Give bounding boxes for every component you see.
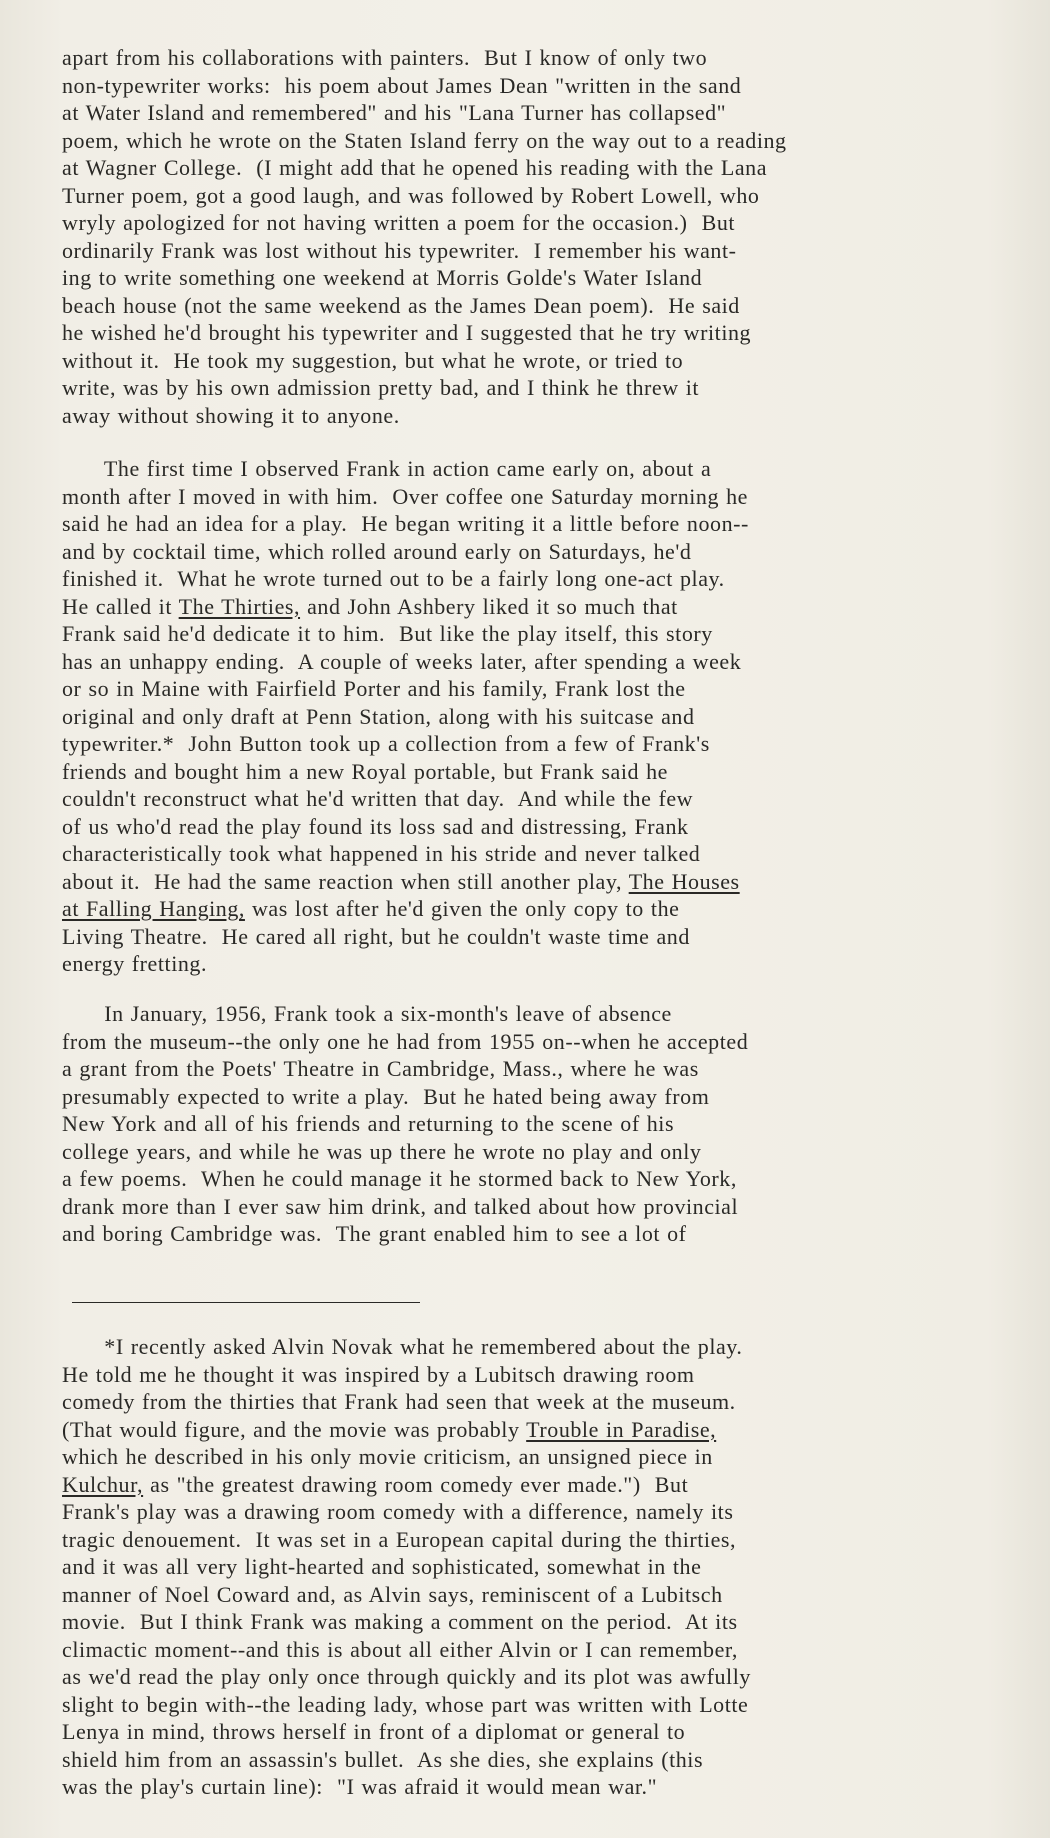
text-line: In January, 1956, Frank took a six-month's leave of absence <box>62 1001 672 1026</box>
text-line: as we'd read the play only once through quickly and its plot was awfully <box>62 1664 751 1689</box>
text-line: New York and all of his friends and returning to the scene of his <box>62 1111 675 1136</box>
text-line: characteristically took what happened in his stride and never talked <box>62 841 701 866</box>
text-line: at Water Island and remembered" and his "Lana Turner has collapsed" <box>62 100 727 125</box>
text-run: was lost after he'd given the only copy to the <box>244 896 680 921</box>
text-line: which he described in his only movie criticism, an unsigned piece in <box>62 1444 713 1469</box>
text-line: wryly apologized for not having written a poem for the occasion.) But <box>62 210 736 235</box>
text-line: from the museum--the only one he had from 1955 on--when he accepted <box>62 1028 749 1054</box>
text-line: drank more than I ever saw him drink, and talked about how provincial <box>62 1193 739 1219</box>
text-run: about it. He had the same reaction when still another play, <box>62 868 629 894</box>
text-line: typewriter.* John Button took up a collection from a few of Frank's <box>62 731 710 756</box>
text-line: or so in Maine with Fairfield Porter and his family, Frank lost the <box>62 676 686 701</box>
text-line-composite <box>62 895 992 923</box>
footnote <box>62 1333 992 1801</box>
text-line: college years, and while he was up there he wrote no play and only <box>62 1138 702 1164</box>
text-line: beach house (not the same weekend as the James Dean poem). He said <box>62 292 740 318</box>
text-line: Lenya in mind, throws herself in front of a diplomat or general to <box>62 1719 686 1744</box>
underlined-title: The Thirties, <box>178 593 301 619</box>
text-line: and by cocktail time, which rolled around early on Saturdays, he'd <box>62 538 692 564</box>
text-line: friends and bought him a new Royal portable, but Frank said he <box>62 758 668 784</box>
text-line: movie. But I think Frank was making a comment on the period. At its <box>62 1609 738 1634</box>
text-line: write, was by his own admission pretty bad, and I think he threw it <box>62 375 700 400</box>
text-line: tragic denouement. It was set in a European capital during the thirties, <box>62 1526 737 1552</box>
text-line: without it. He took my suggestion, but what he wrote, or tried to <box>62 347 684 373</box>
footnote-separator <box>72 1302 420 1303</box>
text-line: finished it. What he wrote turned out to be a fairly long one-act play. <box>62 566 725 591</box>
text-line: and it was all very light-hearted and sophisticated, somewhat in the <box>62 1554 702 1579</box>
underlined-title: The Houses <box>628 868 740 894</box>
text-line: ing to write something one weekend at Morris Golde's Water Island <box>62 265 703 290</box>
text-line: non-typewriter works: his poem about James Dean "written in the sand <box>62 72 742 98</box>
text-line: couldn't reconstruct what he'd written that day. And while the few <box>62 786 694 811</box>
text-line-composite <box>62 593 992 621</box>
text-line: he wished he'd brought his typewriter and I suggested that he try writing <box>62 320 752 345</box>
text-line: original and only draft at Penn Station, along with his suitcase and <box>62 703 695 729</box>
text-line: poem, which he wrote on the Staten Island ferry on the way out to a reading <box>62 127 787 153</box>
text-line: energy fretting. <box>62 951 208 976</box>
text-line: said he had an idea for a play. He began writing it a little before noon-- <box>62 511 749 536</box>
text-line: Turner poem, got a good laugh, and was followed by Robert Lowell, who <box>62 182 760 208</box>
text-line: presumably expected to write a play. But he hated being away from <box>62 1083 710 1109</box>
text-line: ordinarily Frank was lost without his typewriter. I remember his want- <box>62 237 737 263</box>
text-line: month after I moved in with him. Over coffee one Saturday morning he <box>62 483 748 509</box>
text-line-composite <box>62 1471 992 1499</box>
text-line: apart from his collaborations with painters. But I know of only two <box>62 45 708 70</box>
text-line: slight to begin with--the leading lady, whose part was written with Lotte <box>62 1691 749 1717</box>
underlined-title: at Falling Hanging, <box>62 896 245 921</box>
paragraph-1 <box>62 44 992 429</box>
text-line: was the play's curtain line): "I was afraid it would mean war." <box>62 1774 658 1799</box>
text-line: climactic moment--and this is about all either Alvin or I can remember, <box>62 1636 738 1662</box>
text-line-composite <box>62 1416 992 1444</box>
text-line: Living Theatre. He cared all right, but he couldn't waste time and <box>62 923 690 949</box>
text-run: and John Ashbery liked it so much that <box>300 593 678 619</box>
text-line: a few poems. When he could manage it he stormed back to New York, <box>62 1166 737 1191</box>
text-line: away without showing it to anyone. <box>62 402 400 428</box>
text-run: He called it <box>62 593 179 619</box>
text-line: The first time I observed Frank in action came early on, about a <box>62 456 712 481</box>
underlined-title: Trouble in Paradise, <box>526 1416 717 1442</box>
text-line: comedy from the thirties that Frank had seen that week at the museum. <box>62 1389 736 1414</box>
text-run: (That would figure, and the movie was probably <box>62 1416 527 1442</box>
text-line: He told me he thought it was inspired by a Lubitsch drawing room <box>62 1361 695 1387</box>
text-line: at Wagner College. (I might add that he opened his reading with the Lana <box>62 155 768 180</box>
underlined-title: Kulchur, <box>62 1471 144 1497</box>
text-line-composite <box>62 868 992 896</box>
text-line: a grant from the Poets' Theatre in Cambridge, Mass., where he was <box>62 1056 699 1081</box>
text-line: has an unhappy ending. A couple of weeks later, after spending a week <box>62 648 742 674</box>
text-line: shield him from an assassin's bullet. As she dies, she explains (this <box>62 1746 704 1772</box>
paragraph-3 <box>62 1000 992 1248</box>
text-run: as "the greatest drawing room comedy ever made.") But <box>143 1471 689 1497</box>
text-line: and boring Cambridge was. The grant enabled him to see a lot of <box>62 1221 687 1246</box>
text-line: manner of Noel Coward and, as Alvin says, reminiscent of a Lubitsch <box>62 1581 723 1607</box>
text-line: *I recently asked Alvin Novak what he remembered about the play. <box>62 1334 743 1359</box>
text-line: Frank said he'd dedicate it to him. But like the play itself, this story <box>62 621 713 646</box>
text-line: Frank's play was a drawing room comedy with a difference, namely its <box>62 1499 734 1524</box>
paragraph-2 <box>62 455 992 978</box>
text-line: of us who'd read the play found its loss sad and distressing, Frank <box>62 813 689 839</box>
